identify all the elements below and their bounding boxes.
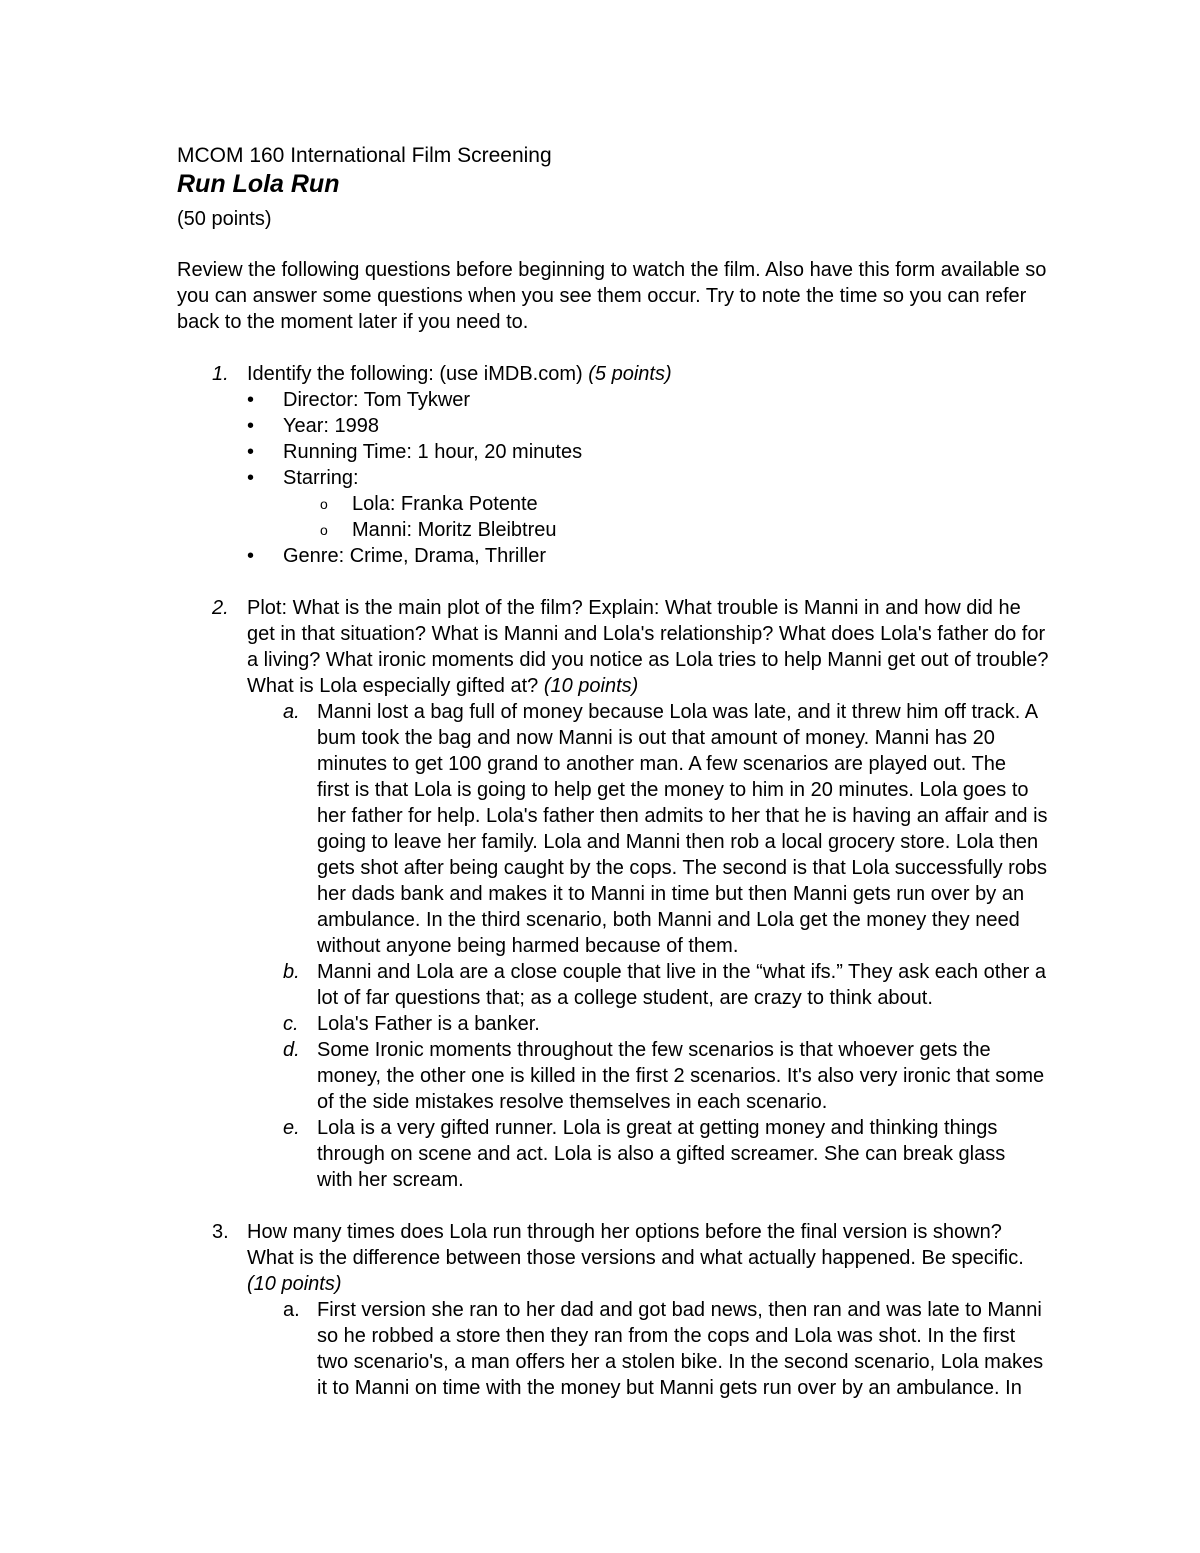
question-2-line xyxy=(247,673,638,699)
answer-line: through on scene and act. Lola is also a gifted screamer. She can break glass xyxy=(317,1143,1006,1165)
intro-line: Review the following questions before beginning to watch the film. Also have this form available so xyxy=(177,259,1047,281)
answer-line: bum took the bag and now Manni is out that amount of money. Manni has 20 xyxy=(317,727,995,749)
answer-line: Lola's Father is a banker. xyxy=(317,1013,540,1035)
answer-line: so he robbed a store then they ran from the cops and Lola was shot. In the first xyxy=(317,1325,1016,1347)
answer-line: first is that Lola is going to help get the money to him in 20 minutes. Lola goes to xyxy=(317,779,1029,801)
question-number: 3. xyxy=(212,1221,229,1243)
bullet-item: Starring: xyxy=(283,467,359,489)
answer-letter: a. xyxy=(283,1299,300,1321)
question-3-line: How many times does Lola run through her options before the final version is shown? xyxy=(247,1221,1002,1243)
answer-line: First version she ran to her dad and got bad news, then ran and was late to Manni xyxy=(317,1299,1042,1321)
answer-letter: b. xyxy=(283,961,300,983)
bullet-item: Director: Tom Tykwer xyxy=(283,389,471,411)
answer-line: Manni and Lola are a close couple that live in the “what ifs.” They ask each other a xyxy=(317,961,1046,983)
bullet-icon: • xyxy=(247,545,255,567)
answer-letter: e. xyxy=(283,1117,300,1139)
answer-line: Some Ironic moments throughout the few scenarios is that whoever gets the xyxy=(317,1039,991,1061)
course-title: MCOM 160 International Film Screening xyxy=(177,144,552,167)
question-2-points: (10 points) xyxy=(543,675,639,697)
intro-line: you can answer some questions when you see them occur. Try to note the time so you can refer xyxy=(177,285,1027,307)
answer-letter: c. xyxy=(283,1013,299,1035)
question-2-line: Plot: What is the main plot of the film? Explain: What trouble is Manni in and how did he xyxy=(247,597,1021,619)
answer-line: her dads bank and makes it to Manni in time but then Manni gets run over by an xyxy=(317,883,1025,905)
answer-line: lot of far questions that; as a college student, are crazy to think about. xyxy=(317,987,933,1009)
question-number: 2. xyxy=(212,597,229,619)
question-3-points: (10 points) xyxy=(247,1273,342,1295)
sub-bullet-icon: o xyxy=(320,522,328,538)
sub-bullet-icon: o xyxy=(320,496,328,512)
bullet-item: Running Time: 1 hour, 20 minutes xyxy=(283,441,583,463)
answer-line: it to Manni on time with the money but Manni gets run over by an ambulance. In xyxy=(317,1377,1022,1399)
starring-item: Manni: Moritz Bleibtreu xyxy=(352,519,557,541)
answer-line: minutes to get 100 grand to another man. A few scenarios are played out. The xyxy=(317,753,1006,775)
question-1-prompt: Identify the following: (use iMDB.com) xyxy=(247,363,589,385)
question-1-text xyxy=(247,361,672,387)
bullet-icon: • xyxy=(247,467,255,489)
bullet-icon: • xyxy=(247,389,255,411)
film-title: Run Lola Run xyxy=(177,170,340,198)
question-3-line: What is the difference between those versions and what actually happened. Be specific. xyxy=(247,1247,1024,1269)
answer-line: going to leave her family. Lola and Manni then rob a local grocery store. Lola then xyxy=(317,831,1039,853)
question-number: 1. xyxy=(212,363,229,385)
answer-letter: a. xyxy=(283,701,300,723)
answer-letter: d. xyxy=(283,1039,300,1061)
answer-line: gets shot after being caught by the cops. The second is that Lola successfully robs xyxy=(317,857,1048,879)
answer-line: Manni lost a bag full of money because Lola was late, and it threw him off track. A xyxy=(317,701,1039,723)
answer-line: her father for help. Lola's father then admits to her that he is having an affair and is xyxy=(317,805,1048,827)
answer-line: ambulance. In the third scenario, both Manni and Lola get the money they need xyxy=(317,909,1020,931)
question-1-points: (5 points) xyxy=(588,363,672,385)
bullet-item: Genre: Crime, Drama, Thriller xyxy=(283,545,547,567)
bullet-icon: • xyxy=(247,441,255,463)
question-2-line: a living? What ironic moments did you notice as Lola tries to help Manni get out of trouble? xyxy=(247,649,1049,671)
starring-item: Lola: Franka Potente xyxy=(352,493,538,515)
answer-line: of the side mistakes resolve themselves in each scenario. xyxy=(317,1091,828,1113)
bullet-icon: • xyxy=(247,415,255,437)
question-2-last: What is Lola especially gifted at? xyxy=(247,675,544,697)
answer-line: Lola is a very gifted runner. Lola is great at getting money and thinking things xyxy=(317,1117,998,1139)
bullet-item: Year: 1998 xyxy=(283,415,380,437)
answer-line: with her scream. xyxy=(317,1169,464,1191)
total-points: (50 points) xyxy=(177,208,272,230)
question-2-line: get in that situation? What is Manni and Lola's relationship? What does Lola's father do for xyxy=(247,623,1046,645)
answer-line: without anyone being harmed because of them. xyxy=(317,935,739,957)
answer-line: money, the other one is killed in the first 2 scenarios. It's also very ironic that some xyxy=(317,1065,1045,1087)
answer-line: two scenario's, a man offers her a stolen bike. In the second scenario, Lola makes xyxy=(317,1351,1044,1373)
intro-line: back to the moment later if you need to. xyxy=(177,311,529,333)
